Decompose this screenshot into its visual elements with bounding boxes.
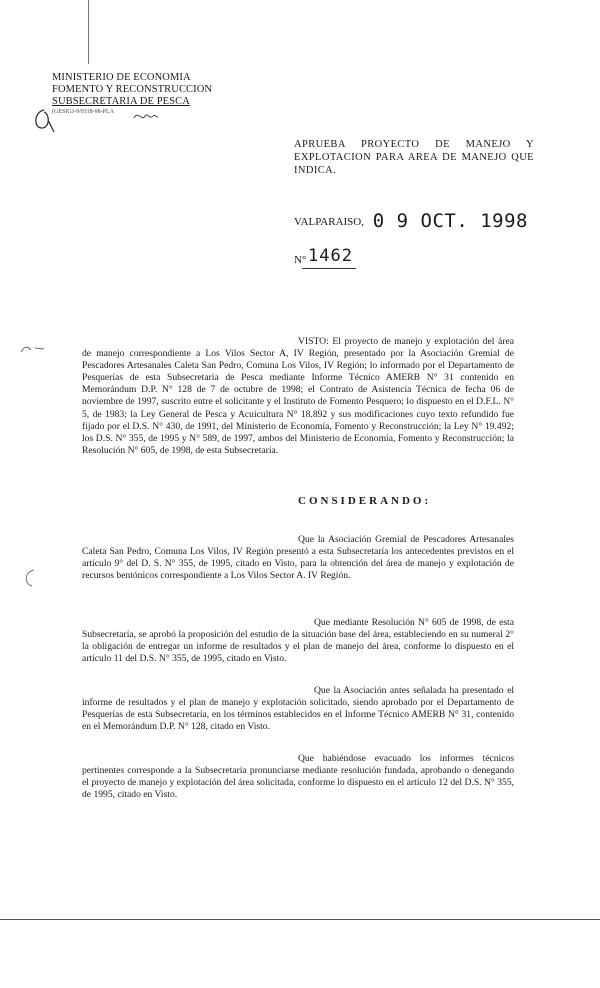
reference-code: (GESIGJ-9/0318-98-PLA	[52, 109, 114, 115]
number-underline	[302, 268, 356, 269]
ministry-line-1: MINISTERIO DE ECONOMIA	[52, 72, 191, 83]
date-stamp: 0 9 OCT. 1998	[372, 210, 528, 232]
place-and-date	[294, 210, 528, 232]
resolution-title: APRUEBA PROYECTO DE MANEJO Y EXPLOTACION PARA AREA DE MANEJO QUE INDICA.	[294, 139, 534, 176]
visto-paragraph: VISTO: El proyecto de manejo y explotación del área de manejo correspondiente a Los Vilos Sector A, IV Región, presentado por la Asociación Gremial de Pescadores Artesanales Caleta San Pedro, Comuna Los Vilos, IV Región; lo informado por el Departamento de Pesquerías de esta Subsecretaría de Pesca mediante Informe Técnico AMERB N° 31 contenido en Memorándum D.P. N° 128 de 7 de octubre de 1998; el Contrato de Asistencia Técnica de fecha 06 de noviembre de 1997, suscrito entre el solicitante y el Instituto de Fomento Pesquero; lo dispuesto en el D.F.L. N° 5, de 1983; la Ley General de Pesca y Acuicultura N° 18.892 y sus modificaciones cuyo texto refundido fue fijado por el D.S. N° 430, de 1991, del Ministerio de Economía, Fomento y Reconstrucción; la Ley N° 19.492; los D.S. N° 355, de 1995 y N° 589, de 1997, ambos del Ministerio de Economía, Fomento y Reconstrucción; la Resolución N° 605, de 1998, de esta Subsecretaría.	[82, 336, 514, 456]
margin-mark-top	[18, 340, 48, 358]
resolution-number	[294, 246, 414, 266]
top-margin-mark	[88, 0, 89, 64]
considerando-paragraph-3: Que la Asociación antes señalada ha presentado el informe de resultados y el plan de manejo y explotación solicitado, siendo aprobado por el Departamento de Pesquerías de esta Subsecretaría, en los términos establecidos en el Informe Técnico AMERB N° 31, contenido en el Memorándum D.P. N° 128, citado en Visto.	[82, 685, 514, 733]
handwritten-initials	[132, 108, 160, 124]
considerando-paragraph-4: Que habiéndose evacuado los informes técnicos pertinentes corresponde a la Subsecretaría pronunciarse mediante resolución fundada, aprobando o denegando el proyecto de manejo y explotación del área solicitada, conforme lo dispuesto en el artículo 12 del D.S. N° 355, de 1995, citado en Visto.	[82, 753, 514, 801]
number-label: N°	[294, 254, 307, 266]
considerando-heading: CONSIDERANDO:	[298, 495, 432, 507]
ministry-line-2: FOMENTO Y RECONSTRUCCION	[52, 84, 213, 95]
ministry-line-3: SUBSECRETARIA DE PESCA	[52, 96, 190, 107]
considerando-paragraph-1: Que la Asociación Gremial de Pescadores Artesanales Caleta San Pedro, Comuna Los Vilos, IV Región presentó a esta Subsecretaría los antecedentes previstos en el artículo 9° del D. S. N° 355, de 1995, citado en Visto, para la obtención del área de manejo y explotación de recursos bentónicos correspondiente a Los Vilos Sector A. IV Región.	[82, 534, 514, 582]
number-value: 1462	[308, 246, 353, 266]
considerando-paragraph-2: Que mediante Resolución N° 605 de 1998, de esta Subsecretaría, se aprobó la proposición del estudio de la situación base del área, estableciendo en su numeral 2° la obligación de entregar un informe de resultados y el plan de manejo del área, conforme lo dispuesto en el artículo 11 del D.S. N° 355, de 1995, citado en Visto.	[82, 617, 514, 665]
page-bottom-rule	[0, 919, 600, 920]
place: VALPARAISO,	[294, 216, 364, 228]
margin-mark-middle	[18, 566, 42, 590]
handwritten-initial-mark	[30, 106, 60, 136]
